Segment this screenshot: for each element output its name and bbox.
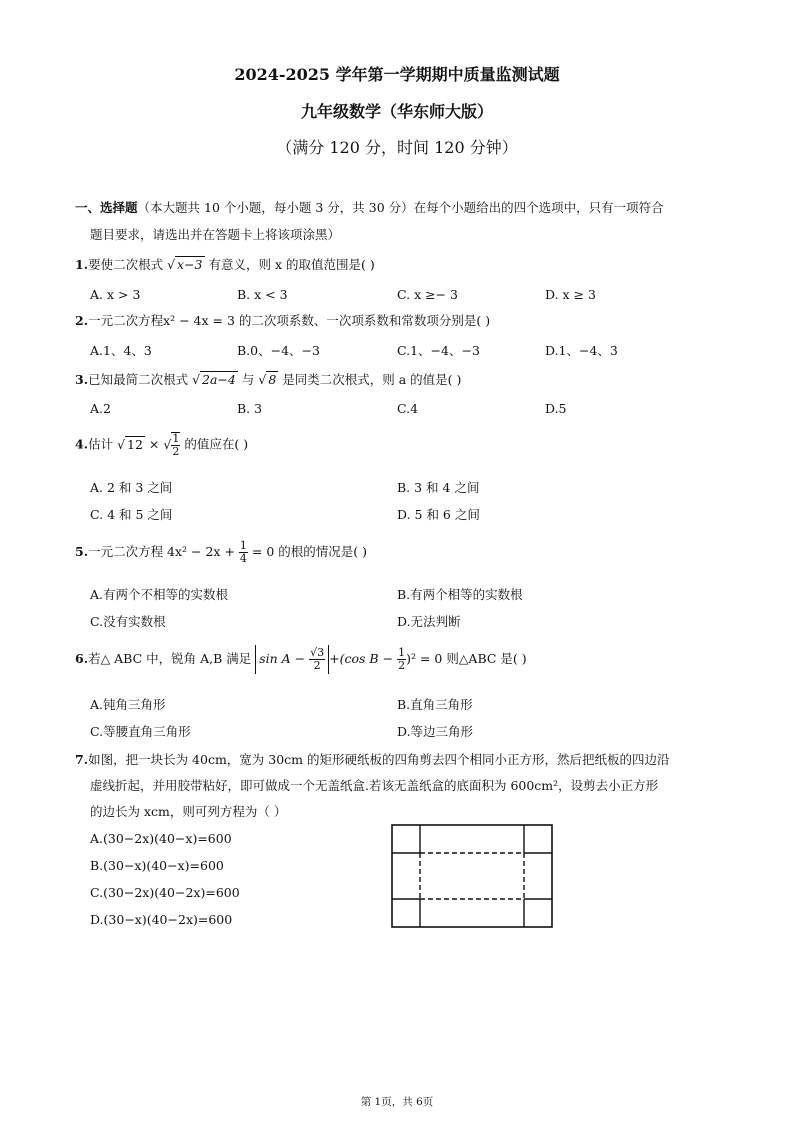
question-7 <box>75 752 670 768</box>
question-stem: 则△ABC 是( ) <box>446 651 527 667</box>
option-a: A. 2 和 3 之间 <box>90 480 173 495</box>
cardboard-figure <box>390 823 554 929</box>
fraction-numerator: 1 <box>398 646 406 659</box>
radicand: 2a−4 <box>202 372 236 387</box>
question-stem: = 0 的根的情况是( ) <box>251 544 367 560</box>
question-stem: 有意义，则 x 的取值范围是( ) <box>208 257 375 272</box>
radicand: 8 <box>268 372 277 387</box>
option-b: B.(30−x)(40−x)=600 <box>90 858 224 873</box>
option-d: D.无法判断 <box>397 614 461 629</box>
option-c: C.(30−2x)(40−2x)=600 <box>90 885 240 900</box>
fraction-denominator: 2 <box>398 659 406 673</box>
fraction-denominator: 2 <box>172 445 180 459</box>
fraction-numerator: 1 <box>172 432 180 445</box>
option-a: A.有两个不相等的实数根 <box>90 587 229 602</box>
fraction <box>239 540 248 565</box>
radical: √ 12 <box>117 436 143 452</box>
question-number: 6. <box>75 651 89 667</box>
radicand: 12 <box>127 436 143 452</box>
question-3 <box>75 371 461 388</box>
fraction-denominator: 2 <box>313 659 321 673</box>
section-instruction-line2: 题目要求，请选出并在答题卡上将该项涂黑） <box>90 227 341 242</box>
question-5 <box>75 540 367 565</box>
fraction-numerator: 1 <box>239 539 247 552</box>
fraction <box>171 432 180 458</box>
option-a: A.钝角三角形 <box>90 697 166 712</box>
option-a: A.2 <box>90 401 111 416</box>
section-heading: 一、选择题 <box>75 200 138 215</box>
radical: √ 8 <box>258 372 277 387</box>
question-number: 2. <box>75 313 89 328</box>
outer-rectangle <box>392 825 552 927</box>
expression: )² = 0 <box>406 651 443 667</box>
option-c: C.4 <box>397 401 419 416</box>
radical: √ 2a−4 <box>192 372 236 387</box>
option-c: C.1、−4、−3 <box>397 343 480 358</box>
question-stem: 要使二次根式 <box>88 257 164 272</box>
question-2 <box>75 313 490 329</box>
option-c: C. x ≥− 3 <box>397 287 458 302</box>
question-stem: 若△ ABC 中，锐角 A,B 满足 <box>88 651 252 667</box>
question-stem: 估计 <box>88 436 114 452</box>
question-stem: 如图，把一块长为 40cm，宽为 30cm 的矩形硬纸板的四角剪去四个相同小正方形，然后把纸板的四边沿 <box>88 752 670 767</box>
question-stem-line2: 虚线折起，并用胶带粘好，即可做成一个无盖纸盒.若该无盖纸盒的底面积为 600cm²，设剪去小正方形 <box>90 778 659 793</box>
option-a: A.1、4、3 <box>90 343 152 358</box>
times-sign: × <box>148 436 160 452</box>
option-d: D. x ≥ 3 <box>545 287 596 302</box>
abs-expression: sin A − <box>259 651 306 667</box>
fraction-numerator: √3 <box>310 646 325 659</box>
option-b: B.有两个相等的实数根 <box>397 587 523 602</box>
option-a: A.(30−2x)(40−x)=600 <box>90 831 232 846</box>
option-c: C.没有实数根 <box>90 614 166 629</box>
section-instruction-line1: （本大题共 10 个小题，每小题 3 分，共 30 分）在每个小题给出的四个选项中，只有一项符合 <box>137 200 664 215</box>
option-d: D.等边三角形 <box>397 724 474 739</box>
option-d: D.5 <box>545 401 567 416</box>
option-b: B. x < 3 <box>237 287 288 302</box>
question-stem-line3: 的边长为 xcm，则可列方程为（ ） <box>90 804 287 819</box>
exam-note: （满分 120 分，时间 120 分钟） <box>276 138 518 157</box>
option-d: D. 5 和 6 之间 <box>397 507 480 522</box>
question-number: 3. <box>75 372 89 387</box>
question-6 <box>75 645 527 674</box>
question-number: 5. <box>75 544 89 560</box>
section-instruction <box>75 198 664 216</box>
question-stem: 已知最简二次根式 <box>88 372 189 387</box>
question-4 <box>75 432 248 458</box>
exam-subtitle: 九年级数学（华东师大版） <box>300 102 493 121</box>
option-a: A. x > 3 <box>90 287 141 302</box>
option-d: D.(30−x)(40−2x)=600 <box>90 912 233 927</box>
question-stem: 是同类二次根式，则 a 的值是( ) <box>282 372 462 387</box>
question-stem: 的值应在( ) <box>184 436 249 452</box>
fraction-denominator: 4 <box>239 552 247 566</box>
fraction <box>309 647 325 672</box>
absolute-value <box>255 645 329 674</box>
option-b: B. 3 <box>237 401 263 416</box>
expression: +(cos B − <box>329 651 394 667</box>
question-number: 1. <box>75 257 89 272</box>
radical: √ $\frac{1}{2}$ <box>163 432 180 459</box>
question-number: 4. <box>75 436 89 452</box>
option-d: D.1、−4、3 <box>545 343 618 358</box>
option-b: B. 3 和 4 之间 <box>397 480 480 495</box>
option-b: B.直角三角形 <box>397 697 473 712</box>
question-stem: 与 <box>241 372 255 387</box>
question-1 <box>75 256 375 273</box>
option-c: C.等腰直角三角形 <box>90 724 191 739</box>
question-stem: 一元二次方程x² − 4x = 3 的二次项系数、一次项系数和常数项分别是( ) <box>88 313 491 328</box>
question-stem: 一元二次方程 4x² − 2x + <box>88 544 235 560</box>
fraction <box>397 647 406 672</box>
option-c: C. 4 和 5 之间 <box>90 507 173 522</box>
radical: √ x−3 <box>167 257 203 272</box>
option-b: B.0、−4、−3 <box>237 343 320 358</box>
page-footer: 第 1页，共 6页 <box>360 1096 434 1108</box>
radicand: x−3 <box>177 257 203 272</box>
question-number: 7. <box>75 752 89 767</box>
exam-title: 2024-2025 学年第一学期期中质量监测试题 <box>234 65 560 84</box>
